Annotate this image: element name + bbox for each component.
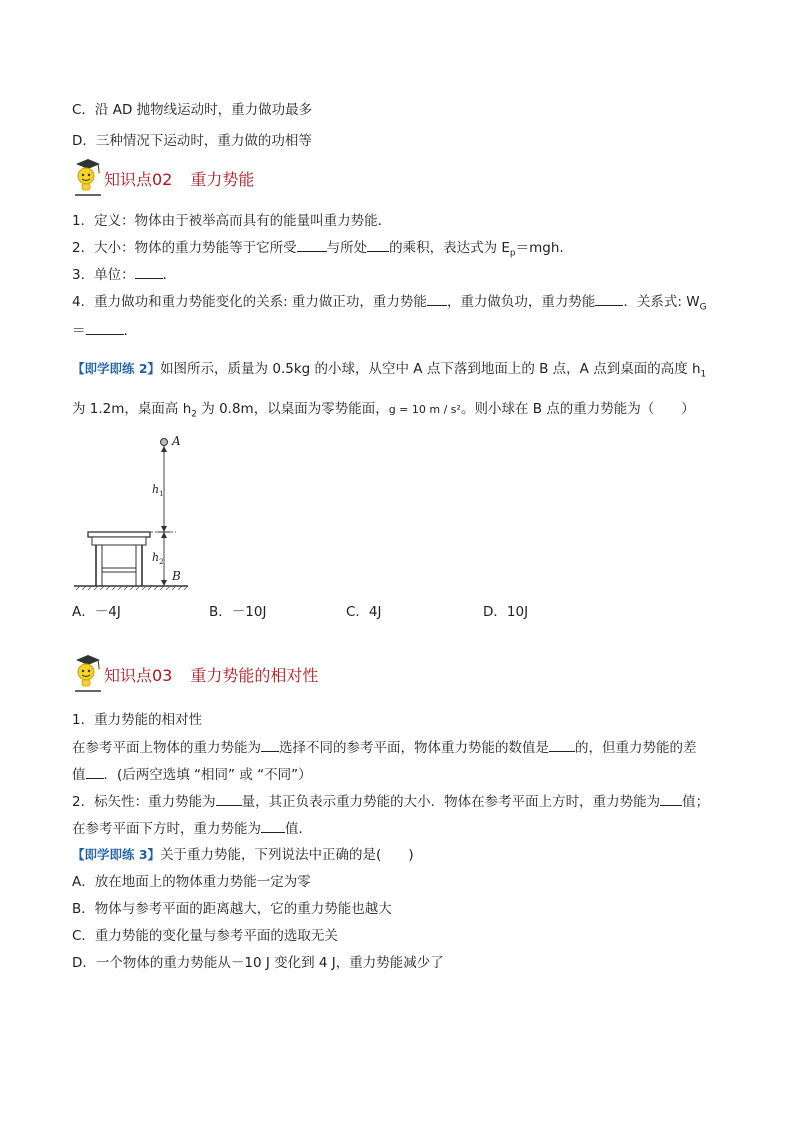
fill-blank <box>595 291 623 306</box>
fill-blank <box>660 791 682 806</box>
s2-item2: 2．大小：物体的重力势能等于它所受 与所处 的乘积，表达式为 $E_p=mgh$. <box>72 237 564 264</box>
option-c-line: C．沿 AD 抛物线运动时，重力做功最多 <box>72 102 313 118</box>
label-h2: $h_2$ <box>152 551 164 566</box>
fill-blank <box>297 237 327 252</box>
section-title: 重力势能的相对性 <box>190 666 319 685</box>
graduate-mascot-icon <box>72 654 104 694</box>
s3-p1-line2: 值 ．(后两空选填 “相同” 或 “不同”） <box>72 764 312 785</box>
option[interactable]: C．4J <box>346 604 382 620</box>
fill-blank <box>86 764 104 779</box>
s2-item4-line2: ＝ . <box>72 320 128 341</box>
practice3-option[interactable]: C．重力势能的变化量与参考平面的选取无关 <box>72 928 338 944</box>
option[interactable]: A．－4J <box>72 604 121 620</box>
option[interactable]: D．10J <box>483 604 529 620</box>
s3-item2-line2: 在参考平面下方时，重力势能为 值． <box>72 818 312 839</box>
label-b: B <box>172 569 181 583</box>
fill-blank <box>261 737 279 752</box>
fill-blank <box>549 737 575 752</box>
practice3-option[interactable]: D．一个物体的重力势能从－10 J 变化到 4 J，重力势能减少了 <box>72 955 444 971</box>
section-title: 重力势能 <box>190 170 255 189</box>
table-drawing <box>88 532 150 586</box>
label-a: A <box>172 434 181 448</box>
practice-tag: 【即学即练 2】 <box>72 361 161 376</box>
s3-item2: 2．标矢性：重力势能为 量，其正负表示重力势能的大小．物体在参考平面上方时，重力势能为 值； <box>72 791 709 812</box>
fill-blank <box>216 791 242 806</box>
fill-blank <box>367 237 389 252</box>
fill-blank <box>261 818 285 833</box>
fill-blank <box>86 320 124 335</box>
section-number: 知识点03 <box>104 666 173 685</box>
graduate-mascot-icon <box>72 158 104 198</box>
practice3-option[interactable]: B．物体与参考平面的距离越大，它的重力势能也越大 <box>72 901 392 917</box>
practice2-options <box>72 602 528 622</box>
s3-item1: 1．重力势能的相对性 <box>72 712 203 728</box>
table-ball-figure <box>72 430 192 590</box>
practice-tag: 【即学即练 3】 <box>72 847 161 862</box>
s3-p1: 在参考平面上物体的重力势能为 选择不同的参考平面，物体重力势能的数值是 的，但重力势能的差 <box>72 737 697 758</box>
s2-item3: 3．单位： ． <box>72 264 176 285</box>
practice2-line2: 为 1.2m，桌面高 $h_2$ 为 0.8m，以桌面为零势能面，g = 10 m / s²。则小球在 B 点的重力势能为（ ） <box>72 401 695 420</box>
s2-item4: 4．重力做功和重力势能变化的关系: 重力做正功，重力势能 ，重力做负功，重力势能 ．关系式: $W_G$ <box>72 291 707 318</box>
option-d-line: D．三种情况下运动时，重力做的功相等 <box>72 133 312 149</box>
fill-blank <box>427 291 447 306</box>
option[interactable]: B．－10J <box>209 604 267 620</box>
practice3-option[interactable]: A．放在地面上的物体重力势能一定为零 <box>72 874 311 890</box>
fill-blank <box>135 264 163 279</box>
ball-icon <box>161 439 168 446</box>
practice3-question: 【即学即练 3】关于重力势能，下列说法中正确的是( ) <box>72 847 414 863</box>
section-number: 知识点02 <box>104 170 173 189</box>
label-h1: $h_1$ <box>152 483 164 498</box>
practice2-line1: 【即学即练 2】如图所示，质量为 0.5kg 的小球，从空中 A 点下落到地面上的 B 点，A 点到桌面的高度 $h_1$ <box>72 361 707 380</box>
s2-item1: 1．定义：物体由于被举高而具有的能量叫重力势能． <box>72 213 392 229</box>
